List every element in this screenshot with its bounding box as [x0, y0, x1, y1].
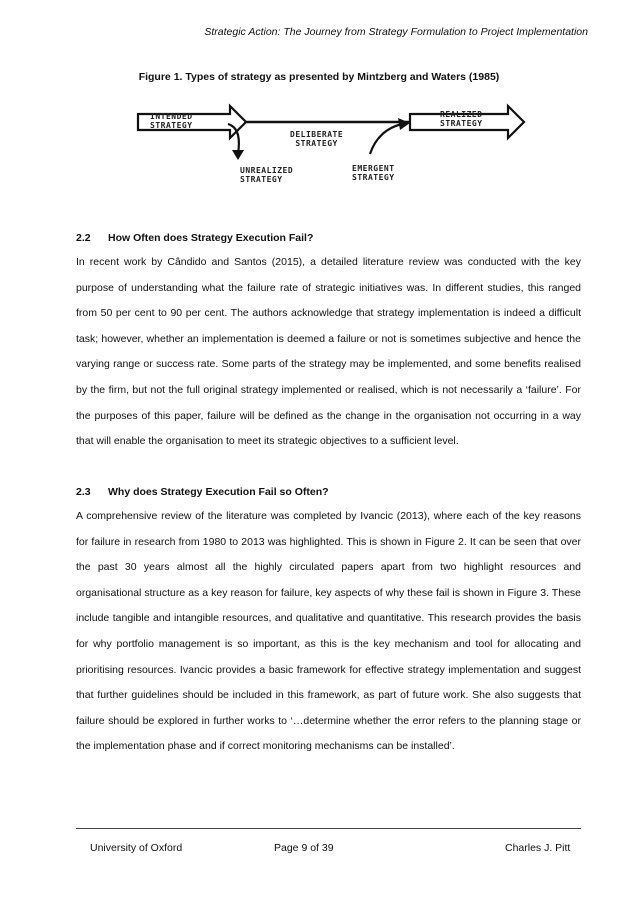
deliberate-strategy-label: DELIBERATE STRATEGY: [290, 130, 344, 148]
footer-institution: University of Oxford: [90, 842, 183, 854]
section-title: How Often does Strategy Execution Fail?: [108, 232, 314, 244]
unrealized-strategy-label: UNREALIZED STRATEGY: [240, 166, 294, 184]
emergent-arrowhead: [398, 118, 410, 130]
section-number: 2.3: [76, 486, 91, 498]
section-heading: [76, 486, 581, 498]
section-heading: [76, 232, 581, 244]
figure-caption: Figure 1. Types of strategy as presented by Mintzberg and Waters (1985): [138, 71, 500, 83]
unrealized-arrowhead: [232, 150, 244, 160]
section-number: 2.2: [76, 232, 91, 244]
section-2-2: [76, 232, 581, 455]
footer-divider: [76, 828, 581, 829]
section-2-3: [76, 486, 581, 760]
running-header: Strategic Action: The Journey from Strategy Formulation to Project Implementation: [204, 26, 588, 38]
section-body: A comprehensive review of the literature was completed by Ivancic (2013), where each of the key reasons for failure in research from 1980 to 2013 was highlighted. This is shown in Figure 2. It can be seen that over the past 30 years almost all the highly circulated papers apart from two highlight resources and organisational structure as a key reason for failure, key aspects of why these fail is shown in Figure 3. These include tangible and intangible resources, and qualitative and quantitative. This research provides the basis for why portfolio management is so important, as this is the key mechanism and tool for allocating and prioritising resources. Ivancic provides a basic framework for effective strategy implementation and suggest that further guidelines should be included in this framework, as part of future work. She also suggests that failure should be explored in further works to ‘…determine whether the error refers to the planning stage or the implementation phase and if correct monitoring mechanisms can be installed’.: [76, 510, 581, 753]
intended-strategy-label: INTENDED STRATEGY: [150, 112, 193, 130]
emergent-strategy-label: EMERGENT STRATEGY: [352, 164, 395, 182]
realized-strategy-label: REALIZED STRATEGY: [440, 110, 483, 128]
footer-author: Charles J. Pitt: [505, 842, 571, 854]
emergent-strategy-curve: [370, 124, 402, 154]
section-body: In recent work by Cândido and Santos (2015), a detailed literature review was conducted with the key purpose of understanding what the failure rate of strategic initiatives was. In different studies, this ranged from 50 per cent to 90 per cent. The authors acknowledge that strategy implementation is indeed a difficult task; however, whether an implementation is deemed a failure or not is sometimes subjective and hence the varying range or success rate. Some parts of the strategy may be implemented, and some benefits realised by the firm, but not the full original strategy implemented or realised, which is not necessarily a ‘failure’. For the purposes of this paper, failure will be defined as the change in the organisation not occurring in a way that will enable the organisation to meet its strategic objectives to a sufficient level.: [76, 256, 581, 448]
section-title: Why does Strategy Execution Fail so Often?: [108, 486, 329, 498]
footer-page-number: Page 9 of 39: [274, 842, 334, 854]
strategy-types-diagram: [130, 98, 530, 198]
